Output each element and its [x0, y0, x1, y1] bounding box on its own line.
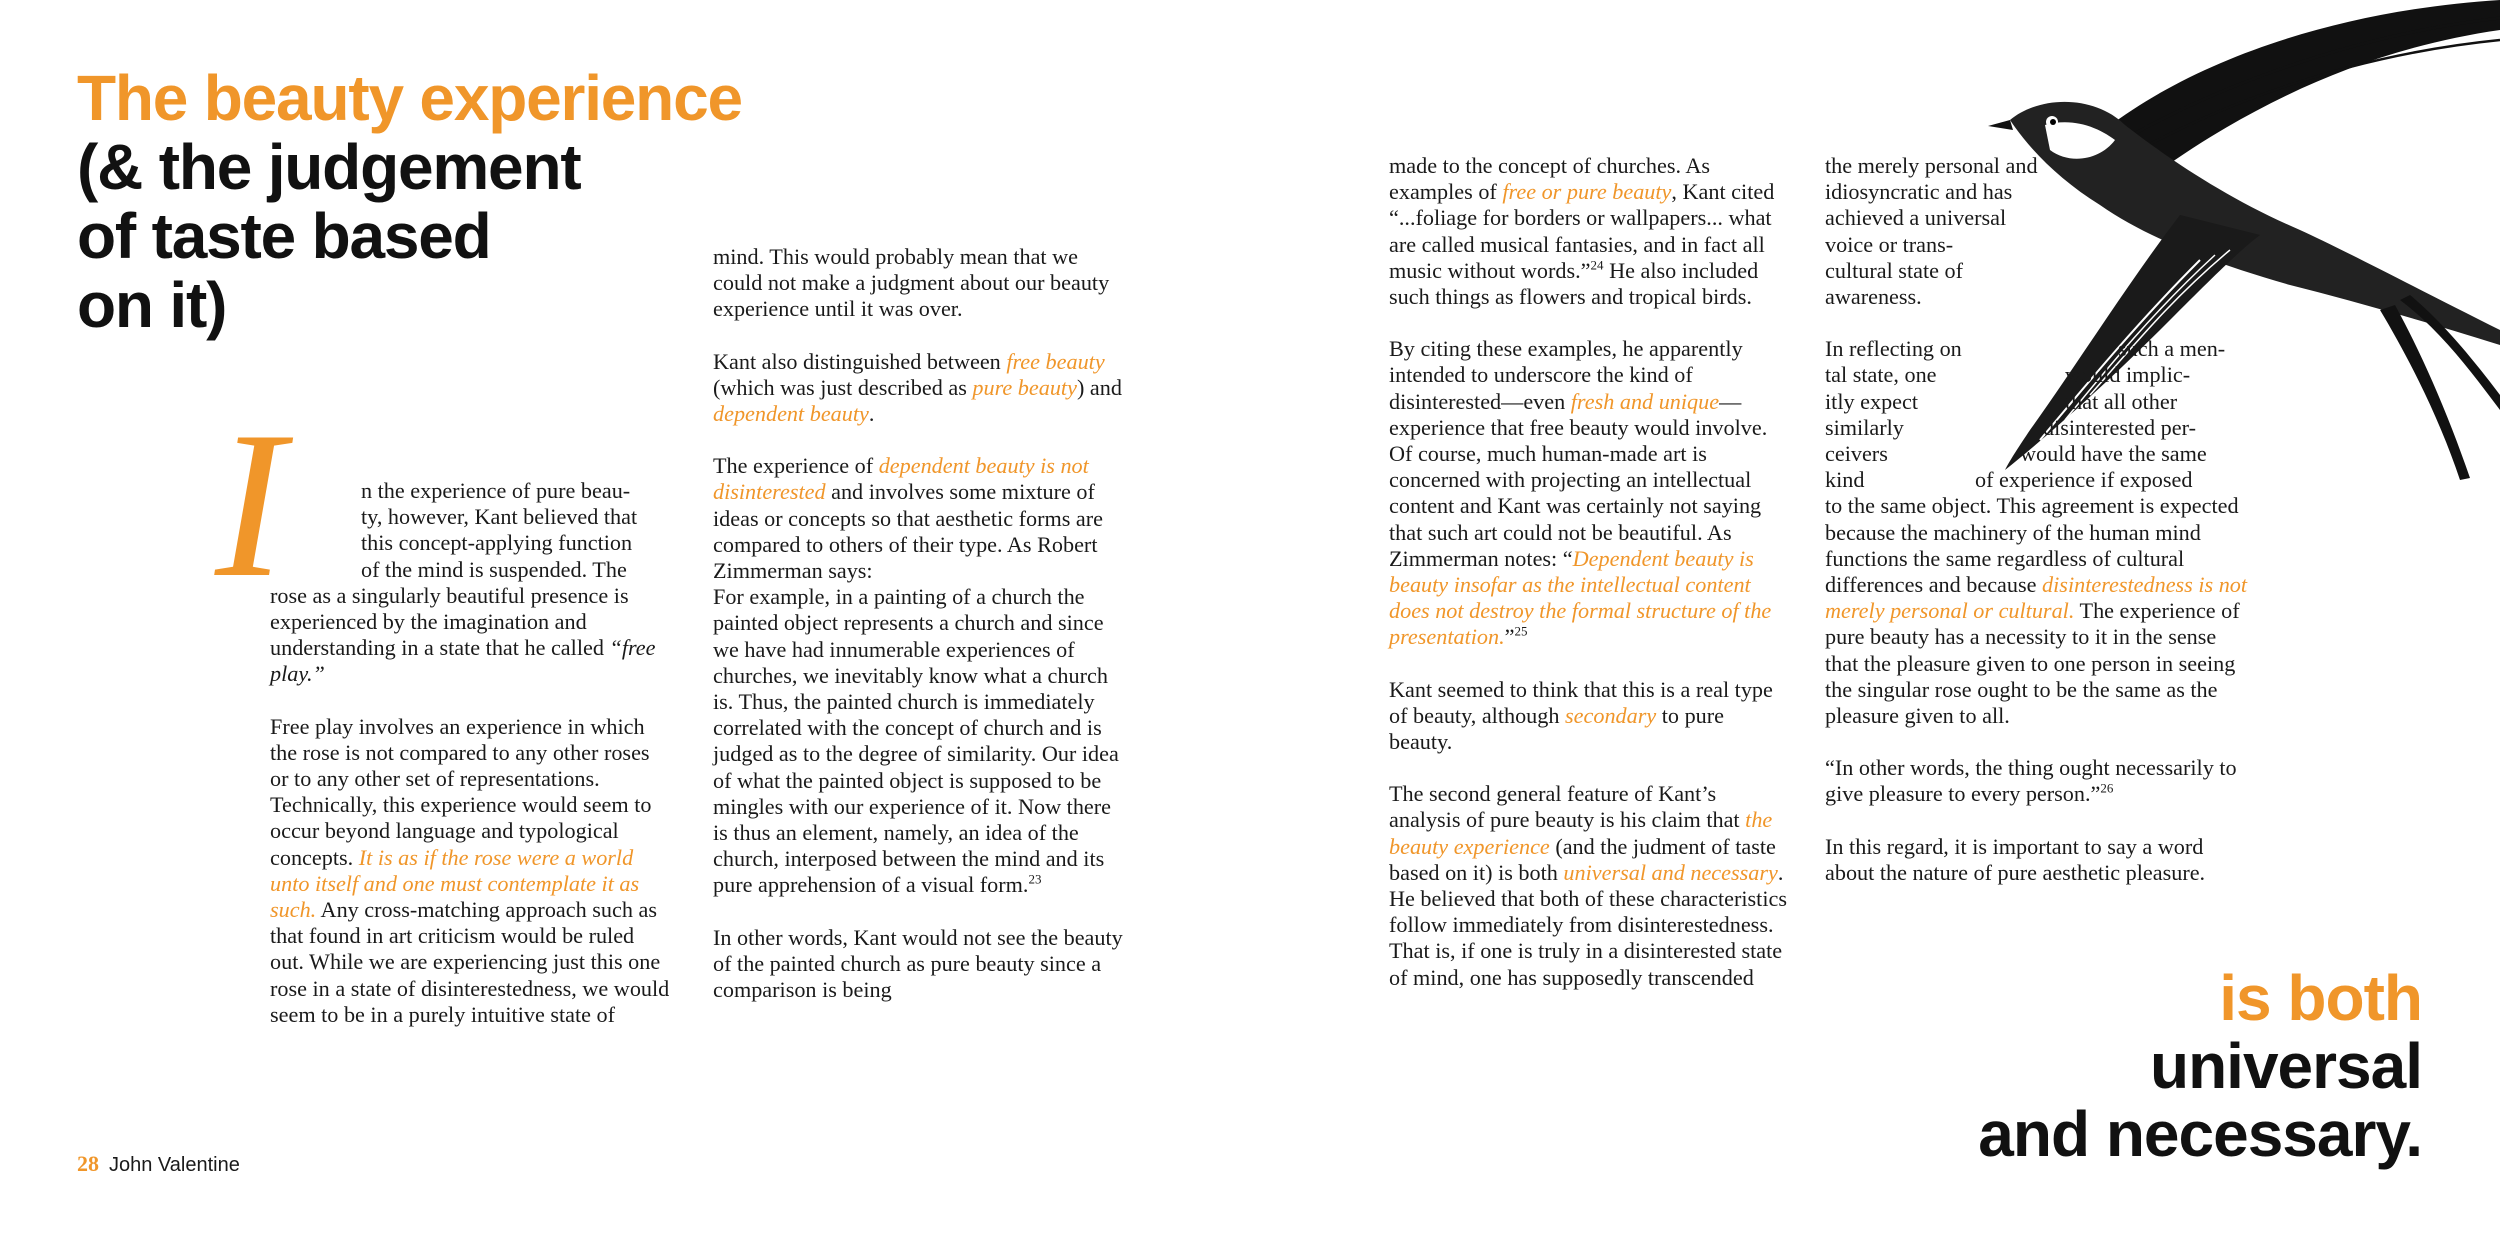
- highlight-text: free or pure beauty: [1502, 179, 1672, 205]
- text-span: By citing these examples, he apparently intended to underscore the kind of disinterested—even: [1389, 336, 1743, 414]
- pull-quote: [1978, 964, 2422, 1168]
- text-span: kind: [1825, 467, 1865, 493]
- text-span: The second general feature of Kant’s analysis of pure beauty is his claim that: [1389, 781, 1746, 833]
- text-span: .: [868, 401, 875, 427]
- paragraph: [1389, 153, 1789, 310]
- paragraph: In this regard, it is important to say a word about the nature of pure aesthetic pleasure.: [1825, 833, 2206, 885]
- text-column-3: [1389, 153, 1789, 991]
- text-span: would have the same: [2020, 441, 2207, 467]
- highlight-text: secondary: [1565, 702, 1657, 728]
- highlight-text: dependent beauty: [713, 401, 869, 427]
- page-footer: [77, 1151, 240, 1177]
- text-line: voice or trans-: [1825, 231, 1954, 257]
- text-line: awareness.: [1825, 284, 1922, 310]
- text-span: In reflecting on: [1825, 336, 1962, 362]
- paragraph: [1825, 755, 2255, 807]
- title-line-3: of taste based: [77, 200, 491, 272]
- highlight-text: disinterestedness is not merely personal or cultural.: [1825, 572, 2248, 624]
- footnote-marker: 24: [1590, 257, 1604, 273]
- text-line: cultural state of: [1825, 257, 1964, 283]
- free-play-term: “free play.”: [270, 635, 656, 687]
- text-line: ty, however, Kant believed that: [361, 504, 638, 530]
- paragraph: [713, 453, 1123, 898]
- paragraph: [1389, 677, 1789, 756]
- text-span: such a men-: [2118, 336, 2226, 362]
- text-span: tal state, one: [1825, 362, 1937, 388]
- title-line-4: on it): [77, 269, 227, 341]
- text-span: “In other words, the thing ought necessarily to give pleasure to every person.”: [1825, 755, 2237, 807]
- footnote-marker: 23: [1028, 872, 1042, 888]
- text-span: ”: [1504, 624, 1515, 650]
- text-span: itly expect: [1825, 388, 1919, 414]
- title-line-2: (& the judgement: [77, 131, 581, 203]
- title-line-orange: The beauty experience: [77, 62, 742, 134]
- text-span: Kant also distinguished between: [713, 348, 1007, 374]
- text-span: He also included such things as flowers and tropical birds.: [1389, 257, 1759, 310]
- text-column-4: [1825, 153, 2255, 886]
- text-span: and involves some mixture of ideas or concepts so that aesthetic forms are compared to others of their type. As Robert Zimmerman says:: [713, 479, 1103, 584]
- footnote-marker: 26: [2100, 781, 2114, 797]
- highlight-text: fresh and unique: [1570, 388, 1720, 414]
- text-column-2: [713, 244, 1123, 1003]
- paragraph: [1825, 153, 2255, 310]
- text-span: (and the judment of taste based on it) is both: [1389, 833, 1776, 885]
- highlight-text: It is as if the rose were a world unto itself and one must contemplate it as such.: [270, 844, 640, 923]
- paragraph: [1389, 781, 1789, 991]
- block-quote: For example, in a painting of a church the painted object represents a church and since we have had innumerable experiences of churches, we inevitably know what a church is. Thus, the painted church is immediately correlated with the concept of church and is judged as to the degree of similarity. Our idea of what the painted object is supposed to be mingles with our experience of it. Now there is thus an element, namely, an idea of the church, interposed between the mind and its pure apprehension of a visual form.: [713, 584, 1119, 898]
- page-number: 28: [77, 1151, 99, 1176]
- text-span: would implic-: [2065, 362, 2191, 388]
- text-span: Any cross-matching approach such as that found in art criticism would be ruled out. While we are experiencing just this one rose in a state of disinterestedness, we would seem to be in a purely intuitive state of: [270, 897, 670, 1027]
- text-span: (which was just described as: [713, 374, 973, 400]
- highlight-text: free beauty: [1006, 348, 1105, 374]
- highlight-text: the beauty experience: [1389, 807, 1773, 859]
- text-span: ) and: [1076, 374, 1122, 400]
- pull-quote-line-2: universal: [2149, 1030, 2422, 1102]
- paragraph: [713, 349, 1123, 428]
- text-span: to the same object. This agreement is expected because the machinery of the human mind functions the same regardless of cultural differences and because: [1825, 493, 2239, 598]
- text-line: idiosyncratic and has: [1825, 179, 2013, 205]
- text-line: achieved a universal: [1825, 205, 2007, 231]
- pull-quote-line-3: and necessary.: [1978, 1098, 2422, 1170]
- text-span: Free play involves an experience in which the rose is not compared to any other roses or to any other set of representations. Technically, this experience would seem to occur beyond language and typological concepts.: [270, 713, 652, 870]
- text-span: disinterested per-: [2043, 414, 2196, 440]
- paragraph: [270, 714, 670, 1028]
- text-span: ceivers: [1825, 441, 1888, 467]
- text-span: , Kant cited “...foliage for borders or wallpapers... what are called musical fantasies, and in fact all music without words.”: [1389, 179, 1775, 283]
- paragraph: [270, 478, 670, 688]
- drop-cap-letter: I: [215, 389, 285, 621]
- footnote-marker: 25: [1514, 624, 1528, 640]
- pull-quote-line-orange: is both: [2219, 962, 2422, 1034]
- highlight-text: pure beauty: [972, 374, 1077, 400]
- text-span: similarly: [1825, 414, 1904, 440]
- text-span: . He believed that both of these characteristics follow immediately from disinterestedness. That is, if one is truly in a disinterested state of mind, one has supposedly transcended: [1389, 859, 1787, 990]
- author-name: John Valentine: [109, 1154, 240, 1176]
- text-line: n the experience of pure beau-: [361, 478, 631, 503]
- text-span: that all other: [2065, 388, 2178, 414]
- text-span: of experience if exposed: [1975, 467, 2193, 493]
- text-line: of the mind is suspended. The: [361, 556, 627, 582]
- text-span: The experience of: [713, 453, 879, 479]
- paragraph: In other words, Kant would not see the beauty of the painted church as pure beauty since a comparison is being: [713, 924, 1123, 1003]
- text-span: —experience that free beauty would involve. Of course, much human-made art is concerned with projecting an intellectual content and Kant was certainly not saying that such art could not be beautiful. As Zimmerman notes: “: [1389, 388, 1768, 571]
- paragraph: [1825, 336, 2255, 729]
- text-span: made to the concept of churches. As examples of: [1389, 153, 1710, 205]
- paragraph: mind. This would probably mean that we could not make a judgment about our beauty experience until it was over.: [713, 244, 1110, 322]
- text-span: to pure beauty.: [1389, 702, 1724, 755]
- text-span: Kant seemed to think that this is a real type of beauty, although: [1389, 676, 1773, 728]
- highlight-text: universal and necessary: [1563, 859, 1778, 885]
- paragraph: [1389, 336, 1789, 650]
- text-column-1: [270, 478, 670, 1028]
- highlight-text: Dependent beauty is beauty insofar as the intellectual content does not destroy the formal structure of the presentation.: [1389, 545, 1772, 650]
- highlight-text: dependent beauty is not disinterested: [713, 453, 1089, 505]
- text-span: rose as a singularly beautiful presence is experienced by the imagination and understanding in a state that he called: [270, 582, 629, 661]
- text-span: The experience of pure beauty has a necessity to it in the sense that the pleasure given to one person in seeing the singular rose ought to be the same as the pleasure given to all.: [1825, 598, 2240, 729]
- text-line: this concept-applying function: [361, 530, 633, 556]
- text-line: the merely personal and: [1825, 153, 2038, 178]
